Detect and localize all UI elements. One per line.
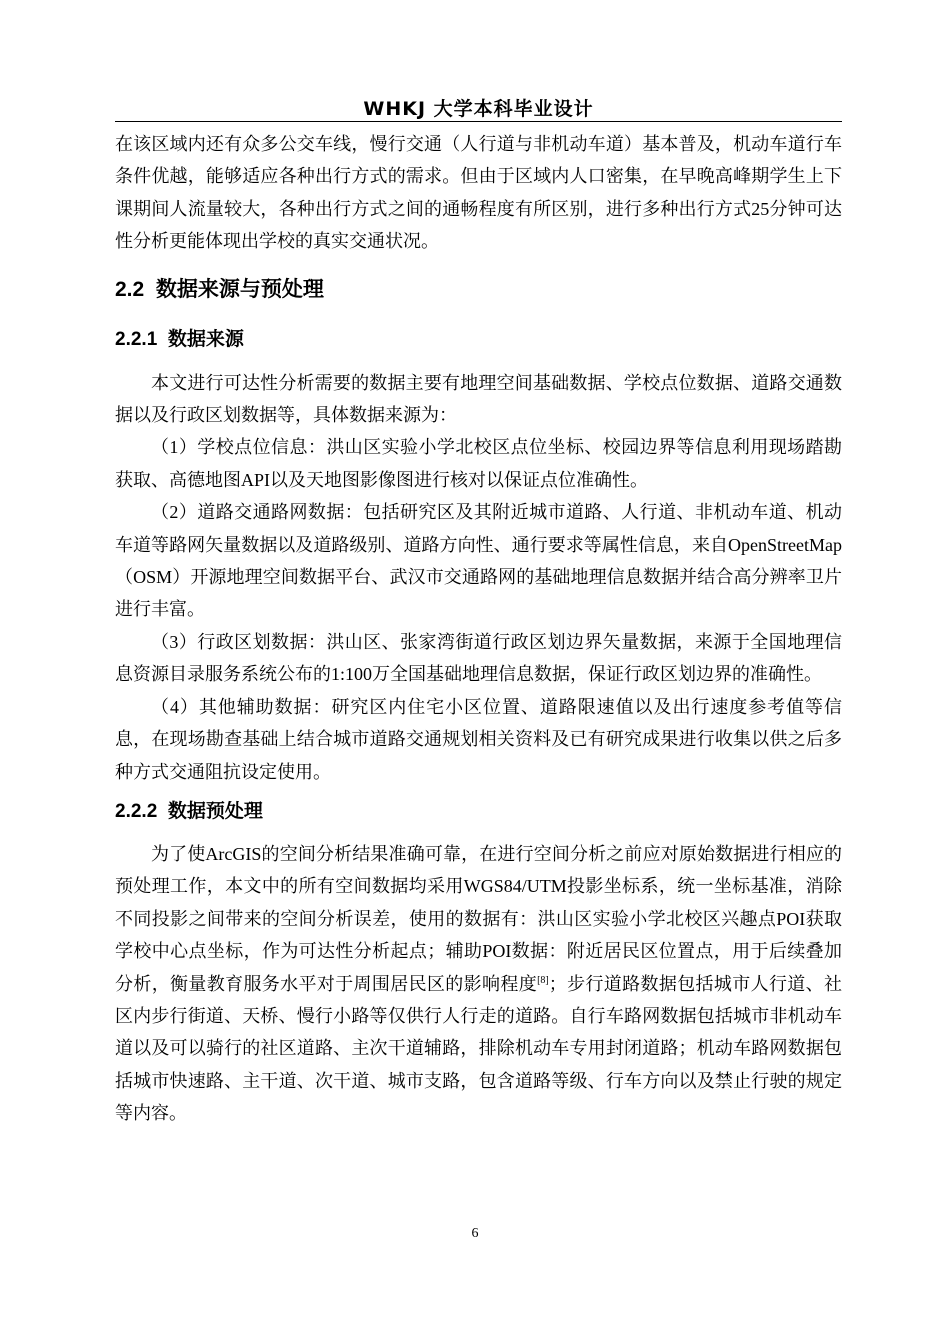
page-body [115, 128, 842, 1130]
paragraph: 本文进行可达性分析需要的数据主要有地理空间基础数据、学校点位数据、道路交通数据以及行政区划数据等，具体数据来源为： [115, 372, 842, 426]
page-number: 6 [471, 1226, 479, 1241]
section-heading [115, 275, 842, 305]
paragraph-text: ；步行道路数据包括城市人行道、社区内步行街道、天桥、慢行小路等仅供行人行走的道路。自行车路网数据包括城市非机动车道以及可以骑行的社区道路、主次干道辅路，排除机动车专用封闭道路；机动车路网数据包括城市快速路、主干道、次干道、城市支路，包含道路等级、行车方向以及禁止行驶的规定等内容。 [115, 973, 843, 1124]
header-rule [115, 121, 842, 122]
list-item-road-network: （2）道路交通路网数据：包括研究区及其附近城市道路、人行道、非机动车道、机动车道等路网矢量数据以及道路级别、道路方向性、通行要求等属性信息，来自OpenStreetMap（OSM）开源地理空间数据平台、武汉市交通路网的基础地理信息数据并结合高分辨率卫片进行丰富。 [115, 502, 842, 620]
list-item-admin-divisions: （3）行政区划数据：洪山区、张家湾街道行政区划边界矢量数据，来源于全国地理信息资源目录服务系统公布的1:100万全国基础地理信息数据，保证行政区划边界的准确性。 [115, 631, 842, 685]
citation-reference: [8] [537, 974, 549, 986]
preprocessing-paragraph [115, 838, 842, 1130]
subsection-number: 2.2.1 [115, 328, 158, 350]
page-header: WHKJ 大学本科毕业设计 [363, 98, 594, 120]
intro-paragraph: 在该区域内还有众多公交车线，慢行交通（人行道与非机动车道）基本普及，机动车道行车条件优越，能够适应各种出行方式的需求。但由于区域内人口密集，在早晚高峰期学生上下课期间人流量较大，各种出行方式之间的通畅程度有所区别，进行多种出行方式25分钟可达性分析更能体现出学校的真实交通状况。 [115, 134, 842, 252]
paragraph-text: 为了使ArcGIS的空间分析结果准确可靠，在进行空间分析之前应对原始数据进行相应的预处理工作，本文中的所有空间数据均采用WGS84/UTM投影坐标系，统一坐标基准，消除不同投影之间带来的空间分析误差，使用的数据有：洪山区实验小学北校区兴趣点POI获取学校中心点坐标，作为可达性分析起点；辅助POI数据：附近居民区位置点，用于后续叠加分析，衡量教育服务水平对于周围居民区的影响程度 [115, 843, 842, 994]
section-number: 2.2 [115, 277, 145, 301]
list-item-auxiliary-data: （4）其他辅助数据：研究区内住宅小区位置、道路限速值以及出行速度参考值等信息，在现场勘查基础上结合城市道路交通规划相关资料及已有研究成果进行收集以供之后多种方式交通阻抗设定使用。 [115, 696, 842, 782]
subsection-heading-preprocessing [115, 798, 842, 826]
subsection-title: 数据预处理 [167, 800, 263, 822]
subsection-title: 数据来源 [167, 328, 244, 350]
section-title: 数据来源与预处理 [155, 277, 324, 301]
subsection-number: 2.2.2 [115, 800, 158, 822]
subsection-heading-data-sources [115, 326, 842, 354]
list-item-school-points: （1）学校点位信息：洪山区实验小学北校区点位坐标、校园边界等信息利用现场踏勘获取、高德地图API以及天地图影像图进行核对以保证点位准确性。 [115, 437, 842, 490]
